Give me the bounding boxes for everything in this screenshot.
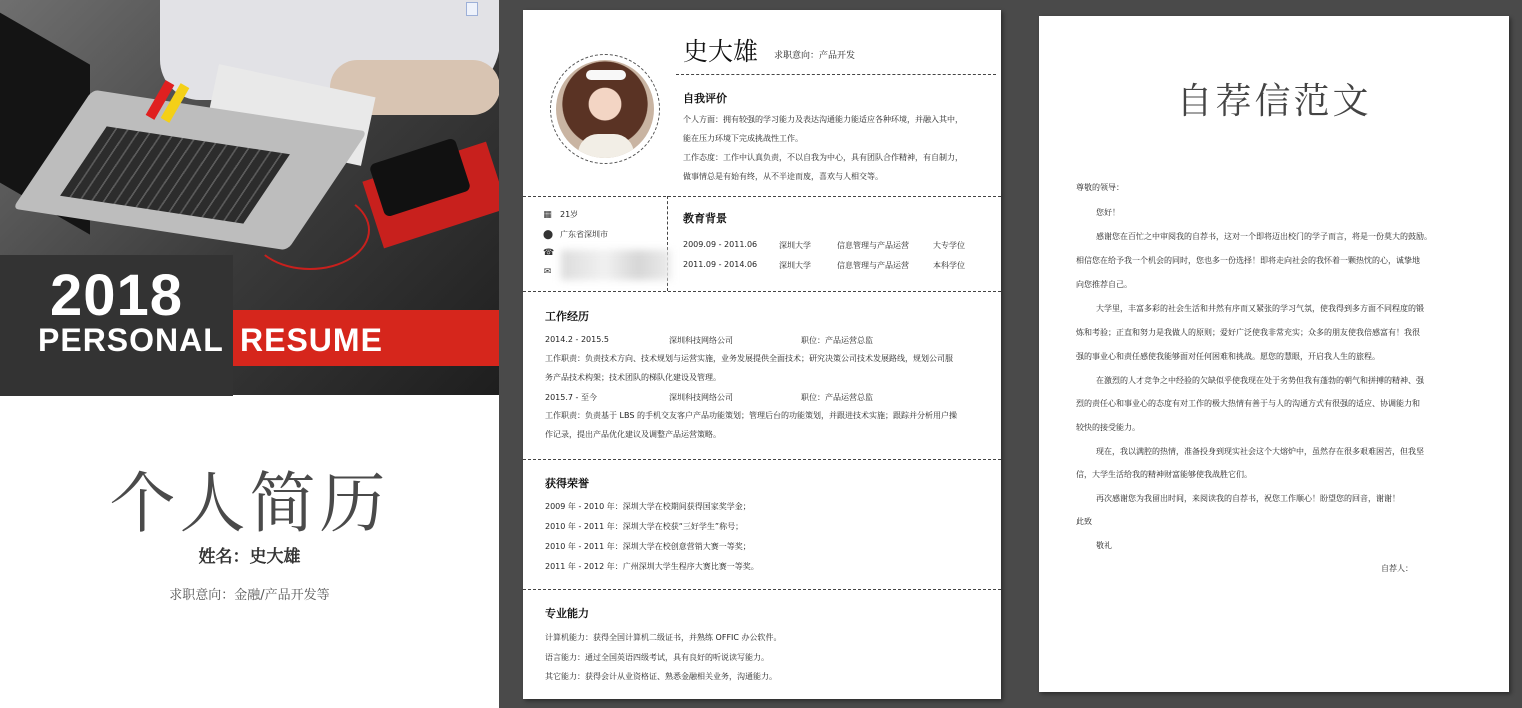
letter-greeting: 尊敬的领导： — [1076, 183, 1124, 192]
info-phone — [543, 248, 555, 258]
letter-paragraph: 烈的责任心和事业心的态度有对工作的极大热情有善于与人的沟通方式有很强的适应、协调能力和 — [1076, 399, 1420, 408]
education-row: 2011.09 - 2014.06 深圳大学 信息管理与产品运营 本科学位 — [683, 260, 965, 270]
cover-resume: RESUME — [240, 322, 383, 358]
divider — [523, 589, 1001, 590]
letter-paragraph: 再次感谢您为我留出时间，来阅读我的自荐书，祝您工作顺心！盼望您的回音，谢谢！ — [1096, 494, 1400, 503]
work-title: 工作经历 — [545, 310, 589, 323]
letter-paragraph: 炼和考验；正直和努力是我做人的原则；爱好广泛使我非常充实；众多的朋友使我倍感富有！我很 — [1076, 328, 1420, 337]
work-desc: 务产品技术构架；技术团队的梯队化建设及管理。 — [545, 373, 721, 382]
letter-page — [1039, 16, 1509, 692]
letter-paragraph: 强的事业心和责任感使我能够面对任何困难和挑战。愿您的慧眼，开启我人生的旅程。 — [1076, 352, 1380, 361]
letter-paragraph: 信，大学生活给我的精神财富能够使我战胜它们。 — [1076, 470, 1252, 479]
resume-page — [523, 10, 1001, 699]
skill-line: 计算机能力：获得全国计算机二级证书，并熟练 OFFIC 办公软件。 — [545, 633, 782, 642]
info-email — [543, 267, 552, 277]
calendar-icon: ▦ — [543, 209, 552, 220]
letter-paragraph: 大学里，丰富多彩的社会生活和井然有序而又紧张的学习气氛，使我得到多方面不同程度的锻 — [1096, 304, 1424, 313]
cover-personal: PERSONAL — [38, 322, 224, 358]
honor-line: 2009 年 - 2010 年：深圳大学在校期间获得国家奖学金； — [545, 502, 751, 511]
self-eval-line: 工作态度：工作中认真负责，不以自我为中心，具有团队合作精神，有自制力， — [683, 153, 963, 162]
self-eval-line: 能在压力环境下完成挑战性工作。 — [683, 134, 803, 143]
resume-name: 史大雄 — [683, 37, 759, 66]
education-row: 2009.09 - 2011.06 深圳大学 信息管理与产品运营 大专学位 — [683, 240, 965, 250]
honor-line: 2011 年 - 2012 年：广州深圳大学生程序大赛比赛一等奖。 — [545, 562, 759, 571]
cover-name: 姓名：史大雄 — [198, 547, 301, 567]
self-eval-title: 自我评价 — [683, 92, 727, 105]
mail-icon: ✉ — [543, 267, 552, 277]
info-location — [543, 229, 608, 240]
honor-line: 2010 年 - 2011 年：深圳大学在校创意营销大赛一等奖； — [545, 542, 751, 551]
letter-closing: 此致 — [1076, 517, 1092, 526]
honors-title: 获得荣誉 — [545, 477, 589, 490]
cover-title: 个人简历 — [109, 465, 390, 542]
info-age-text: 21岁 — [560, 210, 579, 219]
work-desc: 工作职责：负责基于 LBS 的手机交友客户产品功能策划；管理后台的功能策划，并跟进技术实施；跟踪并分析用户操 — [545, 411, 957, 420]
letter-paragraph: 相信您在给予我一个机会的同时，您也多一份选择！即将走向社会的我怀着一颗热忱的心，诚挚地 — [1076, 256, 1420, 265]
cover-intent: 求职意向：金融/产品开发等 — [169, 588, 330, 603]
letter-paragraph: 向您推荐自己。 — [1076, 280, 1132, 289]
work-desc: 工作职责：负责技术方向、技术规划与运营实施，业务发展提供全面技术；研究决策公司技术发展路线，规划公司服 — [545, 354, 953, 363]
divider — [523, 196, 1001, 197]
redacted-contact — [561, 250, 671, 280]
divider — [523, 459, 1001, 460]
work-desc: 作记录，提出产品优化建议及调整产品运营策略。 — [545, 430, 721, 439]
self-eval-line: 个人方面：拥有较强的学习能力及表达沟通能力能适应各种环境，并融入其中， — [683, 115, 963, 124]
skill-line: 其它能力：获得会计从业资格证、熟悉金融相关业务，沟通能力。 — [545, 672, 777, 681]
honor-line: 2010 年 - 2011 年：深圳大学在校获“三好学生”称号； — [545, 522, 744, 531]
avatar — [556, 60, 654, 158]
letter-paragraph: 较快的接受能力。 — [1076, 423, 1140, 432]
letter-title: 自荐信范文 — [1176, 81, 1372, 122]
info-age — [543, 209, 578, 220]
work-row: 2014.2 - 2015.5 深圳科技网络公司 职位：产品运营总监 — [545, 335, 873, 345]
resume-intent: 求职意向：产品开发 — [774, 51, 856, 61]
education-title: 教育背景 — [683, 212, 727, 225]
location-pin-icon: ⬤ — [543, 229, 554, 240]
info-location-text: 广东省深圳市 — [560, 230, 608, 239]
letter-signer: 自荐人： — [1381, 564, 1413, 573]
phone-icon: ☎ — [543, 248, 555, 258]
skills-title: 专业能力 — [545, 607, 589, 620]
divider — [676, 74, 996, 75]
letter-closing: 敬礼 — [1096, 541, 1112, 550]
skill-line: 语言能力：通过全国英语四级考试，具有良好的听说读写能力。 — [545, 653, 769, 662]
letter-paragraph: 现在，我以满腔的热情，准备投身到现实社会这个大熔炉中，虽然存在很多艰难困苦，但我坚 — [1096, 447, 1424, 456]
letter-paragraph: 在激烈的人才竞争之中经验的欠缺似乎使我现在处于劣势但我有蓬勃的朝气和拼搏的精神、强 — [1096, 376, 1424, 385]
page-marker-icon — [466, 2, 478, 16]
divider — [523, 291, 1001, 292]
letter-paragraph: 感谢您在百忙之中审阅我的自荐书，这对一个即将迈出校门的学子而言，将是一份莫大的鼓励。 — [1096, 232, 1432, 241]
letter-hello: 您好！ — [1096, 208, 1120, 217]
cover-page — [0, 0, 499, 708]
work-row: 2015.7 - 至今 深圳科技网络公司 职位：产品运营总监 — [545, 393, 873, 402]
self-eval-line: 做事情总是有始有终，从不半途而废，喜欢与人相交等。 — [683, 172, 883, 181]
cover-year: 2018 — [49, 263, 184, 328]
